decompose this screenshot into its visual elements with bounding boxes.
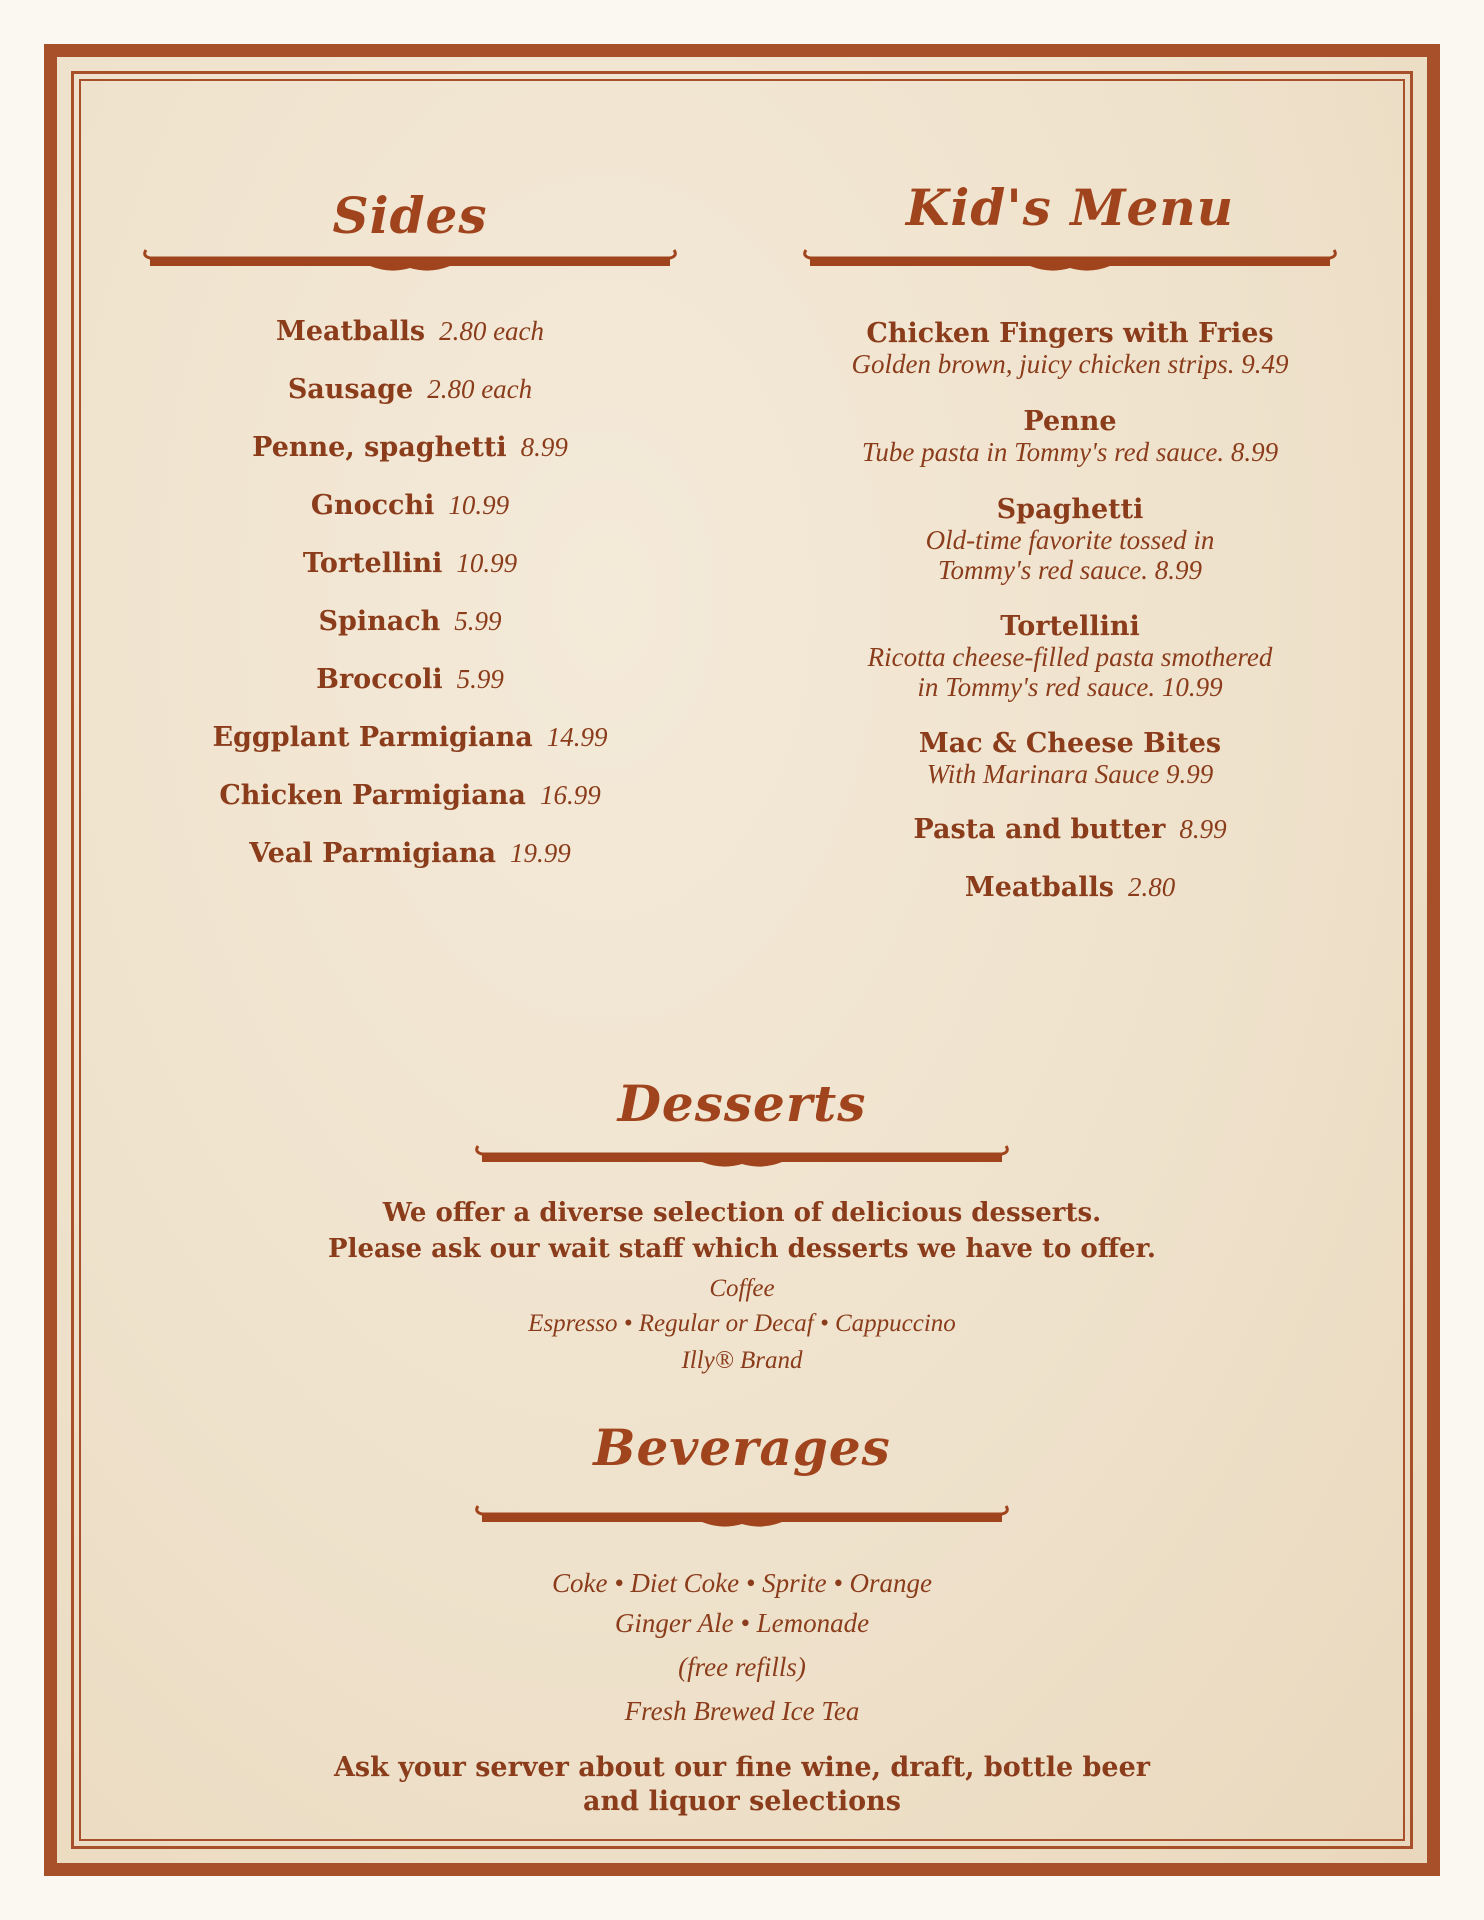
bar-note-line-1: Ask your server about our fine wine, draft, bottle beer bbox=[333, 1752, 1150, 1783]
coffee-label: Coffee bbox=[709, 1275, 775, 1302]
ice-tea: Fresh Brewed Ice Tea bbox=[624, 1696, 860, 1726]
desserts-line-2: Please ask our wait staff which desserts we have to offer. bbox=[328, 1234, 1156, 1264]
sides-divider bbox=[140, 244, 680, 280]
side-item: Penne, spaghetti 8.99 bbox=[252, 432, 568, 463]
desserts-line-1: We offer a diverse selection of delicious desserts. bbox=[382, 1198, 1102, 1228]
side-item: Spinach 5.99 bbox=[318, 606, 502, 637]
side-item: Chicken Parmigiana 16.99 bbox=[219, 780, 601, 811]
side-item: Tortellini 10.99 bbox=[302, 548, 518, 579]
side-item: Veal Parmigiana 19.99 bbox=[249, 838, 571, 869]
free-refills: (free refills) bbox=[678, 1652, 806, 1682]
kids-item: Penne Tube pasta in Tommy's red sauce. 8.99 bbox=[861, 406, 1279, 467]
coffee-brand: Illy® Brand bbox=[681, 1347, 803, 1374]
side-item: Gnocchi 10.99 bbox=[310, 490, 510, 521]
side-item: Eggplant Parmigiana 14.99 bbox=[212, 722, 608, 753]
desserts-divider bbox=[472, 1140, 1012, 1176]
kids-item: Tortellini Ricotta cheese-filled pasta smothered in Tommy's red sauce. 10.99 bbox=[867, 611, 1273, 702]
side-item: Meatballs 2.80 each bbox=[275, 316, 545, 347]
beverages-divider bbox=[472, 1500, 1012, 1536]
coffee-types: Espresso • Regular or Decaf • Cappuccino bbox=[528, 1310, 956, 1337]
kids-item: Meatballs 2.80 bbox=[964, 872, 1176, 903]
kids-item: Pasta and butter 8.99 bbox=[913, 814, 1227, 845]
kids-menu-list bbox=[790, 318, 1350, 930]
beverages-title: Beverages bbox=[593, 1418, 891, 1477]
kids-menu-title: Kid's Menu bbox=[905, 178, 1235, 237]
kids-item: Spaghetti Old-time favorite tossed in Tommy's red sauce. 8.99 bbox=[925, 494, 1215, 585]
bar-note-line-2: and liquor selections bbox=[583, 1786, 901, 1817]
sides-title: Sides bbox=[332, 186, 488, 245]
other-drinks: Ginger Ale • Lemonade bbox=[614, 1608, 870, 1638]
kids-menu-divider bbox=[800, 244, 1340, 280]
sides-list bbox=[140, 316, 680, 896]
kids-item: Mac & Cheese Bites With Marinara Sauce 9.99 bbox=[918, 728, 1222, 789]
side-item: Broccoli 5.99 bbox=[316, 664, 504, 695]
desserts-title: Desserts bbox=[617, 1074, 867, 1133]
side-item: Sausage 2.80 each bbox=[287, 374, 533, 405]
kids-item: Chicken Fingers with Fries Golden brown, juicy chicken strips. 9.49 bbox=[851, 318, 1289, 379]
soft-drinks: Coke • Diet Coke • Sprite • Orange bbox=[551, 1568, 933, 1598]
